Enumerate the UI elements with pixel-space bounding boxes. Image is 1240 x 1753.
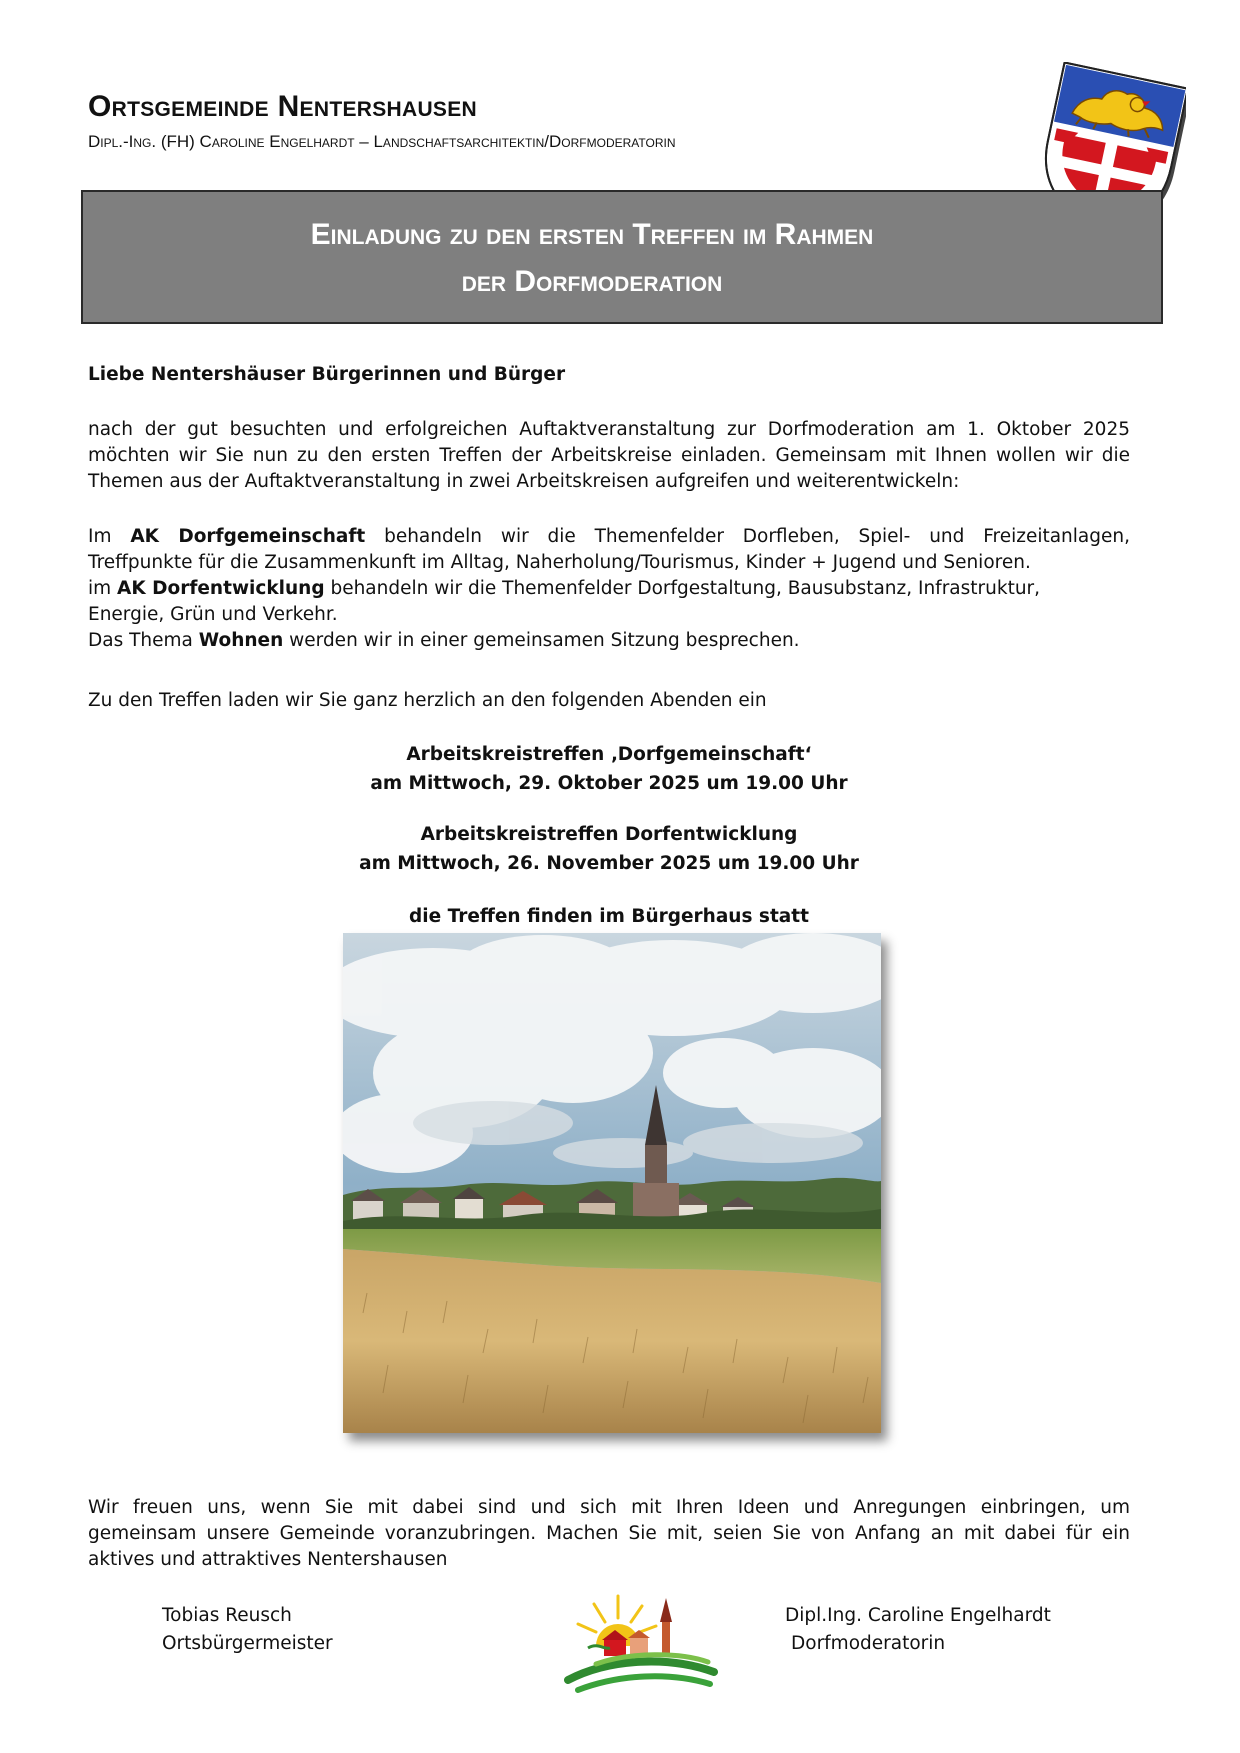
- signature-right: [785, 1602, 1051, 1658]
- signature-right-name: Dipl.Ing. Caroline Engelhardt: [785, 1605, 1051, 1626]
- meeting-location: die Treffen finden im Bürgerhaus statt: [409, 906, 809, 927]
- ak1-line-2: Treffpunkte für die Zusammenkunft im Alltag, Naherholung/Tourismus, Kinder + Jugend und Senioren.: [88, 552, 1031, 573]
- wohnen-line: [88, 628, 1130, 654]
- village-logo-icon: [560, 1588, 720, 1696]
- village-landscape-photo: [343, 933, 881, 1433]
- invite-line: Zu den Treffen laden wir Sie ganz herzlich an den folgenden Abenden ein: [88, 690, 767, 711]
- closing-line-3: aktives und attraktives Nentershausen: [88, 1549, 448, 1570]
- banner-line-1: Einladung zu den ersten Treffen im Rahmen: [310, 218, 874, 251]
- wohnen-text: werden wir in einer gemeinsamen Sitzung besprechen.: [283, 630, 800, 651]
- org-subtitle: Dipl.-Ing. (FH) Caroline Engelhardt – Landschaftsarchitektin/Dorfmoderatorin: [88, 132, 676, 151]
- meeting-1-date: am Mittwoch, 29. Oktober 2025 um 19.00 Uhr: [370, 773, 848, 794]
- org-title: Ortsgemeinde Nentershausen: [88, 90, 478, 123]
- ak2-name: AK Dorfentwicklung: [117, 578, 325, 599]
- signature-left-role: Ortsbürgermeister: [162, 1633, 333, 1654]
- intro-paragraph: nach der gut besuchten und erfolgreichen Auftaktveranstaltung zur Dorfmoderation am 1. Oktober 2025 möchten wir Sie nun zu den ersten Treffen der Arbeitskreise einladen. Gemeinsam mit Ihnen wollen wir die Themen aus der Auftaktveranstaltung in zwei Arbeitskreisen aufgreifen und weiterentwickeln:: [88, 419, 1130, 492]
- signature-left: [162, 1602, 333, 1658]
- banner-line-2: der Dorfmoderation: [461, 265, 723, 298]
- ak2-line-2: Energie, Grün und Verkehr.: [88, 604, 338, 625]
- signature-right-role: Dorfmoderatorin: [791, 1633, 946, 1654]
- ak1-prefix: Im: [88, 526, 131, 547]
- ak2-line: [88, 576, 1130, 602]
- title-banner: [81, 190, 1163, 324]
- meeting-2-date: am Mittwoch, 26. November 2025 um 19.00 Uhr: [359, 853, 859, 874]
- ak1-line: [88, 524, 1130, 550]
- wohnen-prefix: Das Thema: [88, 630, 199, 651]
- closing-line-1: Wir freuen uns, wenn Sie mit dabei sind und sich mit Ihren Ideen und Anregungen einbringen, um: [88, 1497, 1130, 1518]
- working-groups-paragraph: [88, 524, 1130, 654]
- ak1-text: behandeln wir die Themenfelder Dorfleben, Spiel- und Freizeitanlagen,: [365, 526, 1130, 547]
- closing-paragraph: [88, 1495, 1130, 1573]
- ak1-name: AK Dorfgemeinschaft: [130, 526, 366, 547]
- meeting-2-title: Arbeitskreistreffen Dorfentwicklung: [420, 824, 798, 845]
- meeting-2: [88, 820, 1130, 878]
- meeting-1-title: Arbeitskreistreffen ‚Dorfgemeinschaft‘: [406, 744, 812, 765]
- ak2-prefix: im: [88, 578, 118, 599]
- ak2-text: behandeln wir die Themenfelder Dorfgestaltung, Bausubstanz, Infrastruktur,: [324, 578, 1041, 599]
- closing-line-2: gemeinsam unsere Gemeinde voranzubringen. Machen Sie mit, seien Sie von Anfang an mit dabei für ein: [88, 1523, 1130, 1544]
- greeting: Liebe Nentershäuser Bürgerinnen und Bürger: [88, 364, 566, 385]
- signature-left-name: Tobias Reusch: [162, 1605, 292, 1626]
- meeting-1: [88, 740, 1130, 798]
- wohnen-name: Wohnen: [198, 630, 284, 651]
